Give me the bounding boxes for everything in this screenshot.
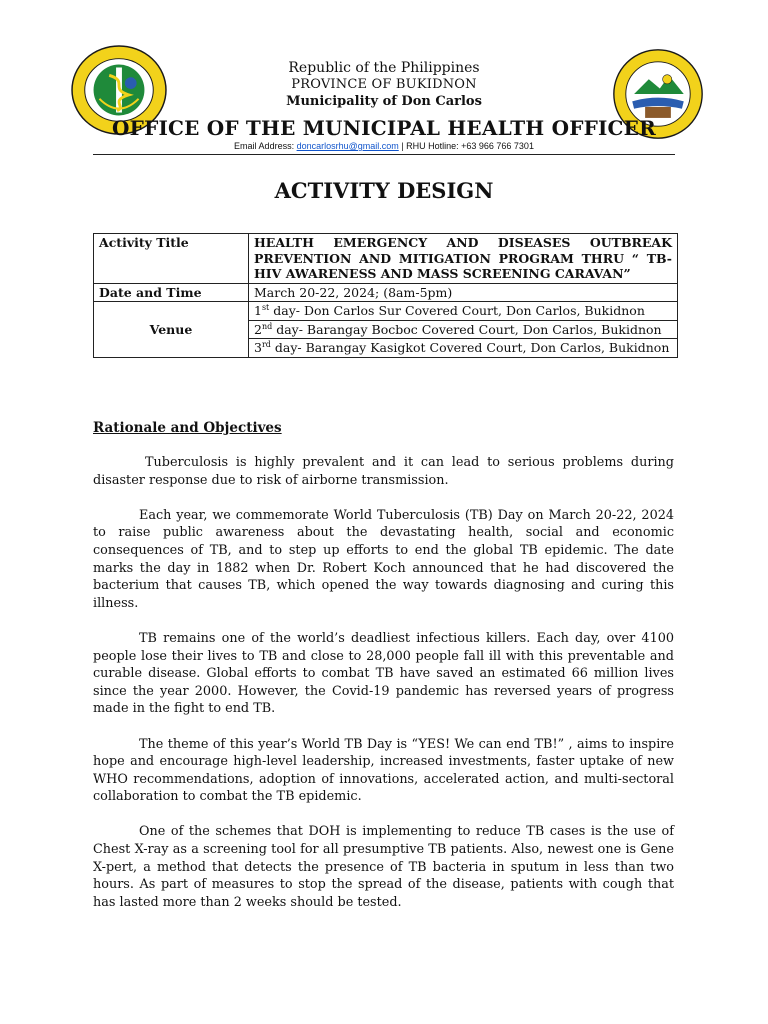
paragraph: The theme of this year’s World TB Day is “YES! We can end TB!” , aims to inspire hope and encourage high-level leadership, increased investments, faster uptake of new WHO recommendations, adoption of innovations, accelerated action, and multi-sectoral collaboration to combat the TB epidemic.: [93, 736, 674, 805]
paragraph: Each year, we commemorate World Tuberculosis (TB) Day on March 20-22, 2024 to raise public awareness about the devastating health, social and economic consequences of TB, and to step up efforts to end the global TB epidemic. The date marks the day in 1882 when Dr. Robert Koch announced that he had discovered the bacterium that causes TB, which opened the way towards diagnosing and curing this illness.: [93, 507, 674, 611]
contact-line: [0, 141, 768, 151]
venue-label: Venue: [94, 302, 249, 358]
table-row: [94, 302, 678, 321]
venue-text: day- Don Carlos Sur Covered Court, Don Carlos, Bukidnon: [269, 303, 645, 318]
venue-ordinal: 1: [254, 303, 262, 318]
hotline: RHU Hotline: +63 966 766 7301: [406, 141, 534, 151]
table-row: [94, 283, 678, 302]
email-link[interactable]: doncarlosrhu@gmail.com: [296, 141, 399, 151]
table-row: [94, 234, 678, 284]
document-title: ACTIVITY DESIGN: [274, 178, 494, 203]
letterhead: [0, 60, 768, 110]
activity-info-table: [93, 233, 678, 358]
rationale-body: [93, 454, 674, 929]
venue-day-1: [249, 302, 678, 321]
venue-day-2: [249, 320, 678, 339]
venue-ordinal: 3: [254, 340, 262, 355]
section-heading: Rationale and Objectives: [93, 420, 282, 436]
date-label: Date and Time: [94, 283, 249, 302]
paragraph: One of the schemes that DOH is implementing to reduce TB cases is the use of Chest X-ray as a screening tool for all presumptive TB patients. Also, newest one is Gene X-pert, a method that detects the presence of TB bacteria in sputum in less than two hours. As part of measures to stop the spread of the disease, patients with cough that has lasted more than 2 weeks should be tested.: [93, 824, 674, 910]
separator: |: [398, 141, 407, 151]
header-divider: [93, 154, 675, 155]
paragraph: Tuberculosis is highly prevalent and it can lead to serious problems during disaster response due to risk of airborne transmission.: [93, 455, 674, 488]
venue-text: day- Barangay Kasigkot Covered Court, Don Carlos, Bukidnon: [270, 340, 670, 355]
venue-ordinal-suffix: rd: [261, 339, 271, 349]
venue-day-3: [249, 339, 678, 358]
office-title: OFFICE OF THE MUNICIPAL HEALTH OFFICER: [112, 116, 656, 140]
venue-text: day- Barangay Bocboc Covered Court, Don Carlos, Bukidnon: [272, 321, 662, 337]
venue-ordinal-suffix: nd: [261, 321, 273, 331]
municipality-line: Municipality of Don Carlos: [286, 94, 482, 109]
province-line: PROVINCE OF BUKIDNON: [291, 77, 477, 92]
venue-ordinal: 2: [254, 321, 262, 337]
date-value: March 20-22, 2024; (8am-5pm): [249, 283, 678, 302]
paragraph: TB remains one of the world’s deadliest infectious killers. Each day, over 4100 people lose their lives to TB and close to 28,000 people fall ill with this preventable and curable disease. Global efforts to combat TB have saved an estimated 66 million lives since the year 2000. However, the Covid-19 pandemic has reversed years of progress made in the fight to end TB.: [93, 630, 674, 717]
email-label: Email Address:: [234, 141, 297, 151]
activity-title-value: HEALTH EMERGENCY AND DISEASES OUTBREAK PREVENTION AND MITIGATION PROGRAM THRU “ TB-HIV AWARENESS AND MASS SCREENING CARAVAN”: [249, 234, 678, 284]
venue-ordinal-suffix: st: [261, 302, 270, 312]
republic-line: Republic of the Philippines: [288, 60, 480, 76]
activity-title-label: Activity Title: [94, 234, 249, 284]
